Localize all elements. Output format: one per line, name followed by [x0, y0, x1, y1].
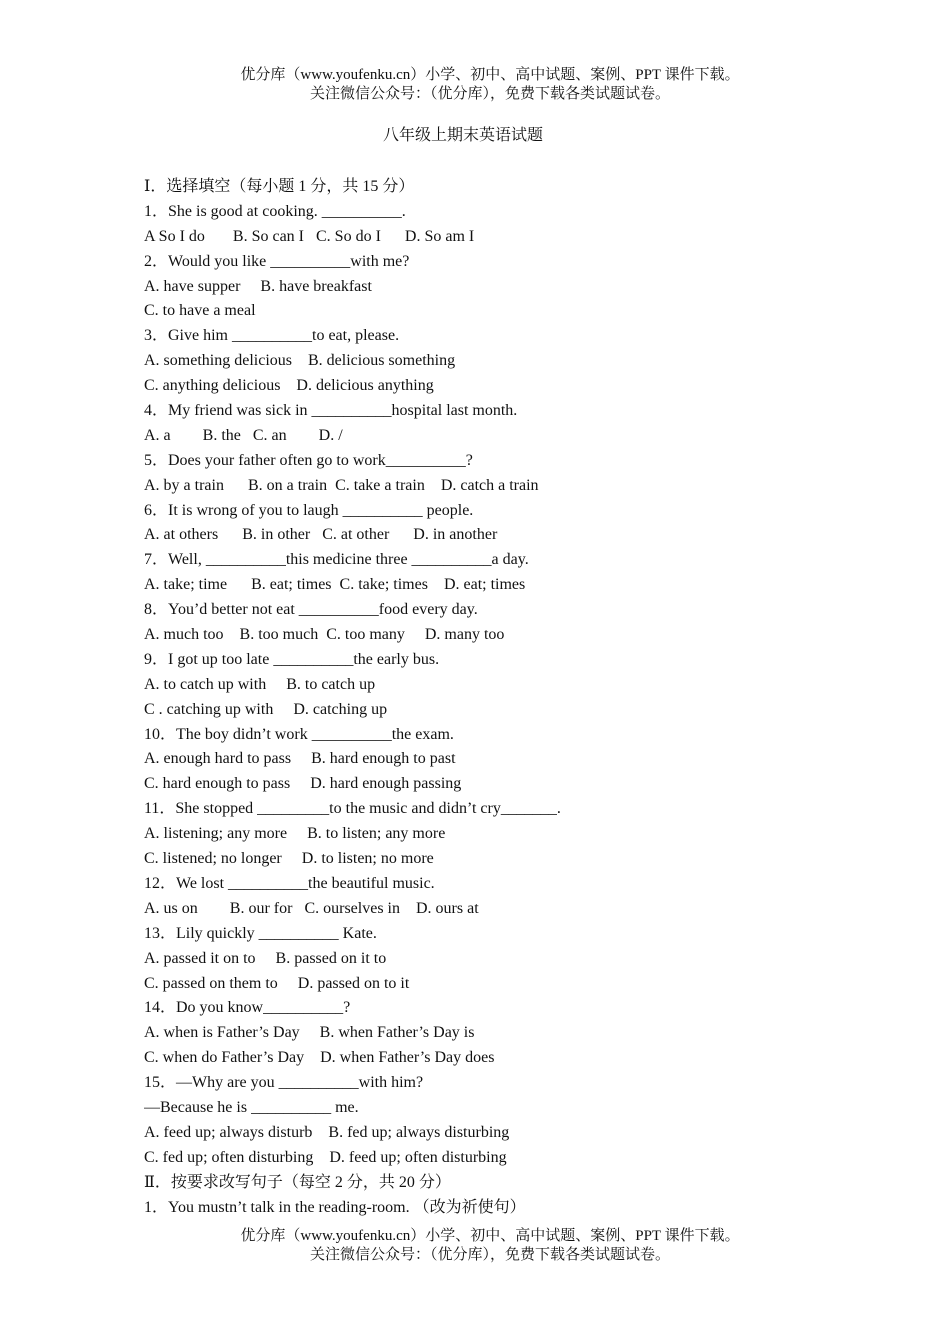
text-line: A. at others B. in other C. at other D. in another: [144, 526, 498, 544]
text-line: C. to have a meal: [144, 302, 256, 320]
text-line: 6．It is wrong of you to laugh __________ people.: [144, 501, 474, 519]
text-line: A. us on B. our for C. ourselves in D. ours at: [144, 899, 479, 917]
header-line-2: 关注微信公众号：（优分库），免费下载各类试题试卷。: [309, 86, 670, 102]
text-line: A. take; time B. eat; times C. take; times D. eat; times: [144, 576, 526, 594]
text-line: —Because he is __________ me.: [144, 1098, 359, 1116]
question-list: [144, 175, 924, 1220]
text-line: C. passed on them to D. passed on to it: [144, 974, 410, 992]
text-line: 7．Well, __________this medicine three __________a day.: [144, 551, 529, 569]
text-line: A. feed up; always disturb B. fed up; always disturbing: [144, 1123, 510, 1141]
header-line-1: 优分库（www.youfenku.cn）小学、初中、高中试题、案例、PPT 课件下载。: [240, 67, 740, 83]
page-header: [0, 66, 950, 104]
text-line: 12．We lost __________the beautiful music.: [144, 874, 435, 892]
text-line: 14．Do you know__________?: [144, 999, 351, 1017]
text-line: A. to catch up with B. to catch up: [144, 675, 376, 693]
text-line: A So I do B. So can I C. So do I D. So am I: [144, 227, 475, 245]
footer-line-1: 优分库（www.youfenku.cn）小学、初中、高中试题、案例、PPT 课件下载。: [240, 1228, 740, 1244]
text-line: 1．You mustn’t talk in the reading-room. （改为祈使句）: [144, 1198, 526, 1216]
text-line: 3．Give him __________to eat, please.: [144, 327, 400, 345]
text-line: A. have supper B. have breakfast: [144, 277, 372, 295]
text-line: A. much too B. too much C. too many D. many too: [144, 626, 505, 644]
text-line: 5．Does your father often go to work__________?: [144, 451, 473, 469]
text-line: Ⅰ．选择填空（每小题 1 分，共 15 分）: [144, 178, 415, 195]
text-line: C. fed up; often disturbing D. feed up; often disturbing: [144, 1148, 507, 1166]
text-line: 8．You’d better not eat __________food every day.: [144, 601, 478, 619]
text-line: 1．She is good at cooking. __________.: [144, 202, 406, 220]
text-line: 2．Would you like __________with me?: [144, 252, 410, 270]
text-line: 4．My friend was sick in __________hospital last month.: [144, 402, 518, 420]
page-footer: [0, 1227, 950, 1265]
text-line: A. when is Father’s Day B. when Father’s Day is: [144, 1024, 475, 1042]
text-line: 11．She stopped _________to the music and didn’t cry_______.: [144, 800, 561, 818]
text-line: A. a B. the C. an D. /: [144, 426, 343, 444]
text-line: 10．The boy didn’t work __________the exam.: [144, 725, 454, 743]
text-line: 13．Lily quickly __________ Kate.: [144, 924, 377, 942]
text-line: A. by a train B. on a train C. take a train D. catch a train: [144, 476, 539, 494]
document-title: 八年级上期末英语试题: [382, 127, 543, 144]
text-line: C . catching up with D. catching up: [144, 700, 388, 718]
text-line: A. enough hard to pass B. hard enough to past: [144, 750, 456, 768]
text-line: Ⅱ．按要求改写句子（每空 2 分，共 20 分）: [144, 1173, 451, 1191]
text-line: A. passed it on to B. passed on it to: [144, 949, 387, 967]
text-line: 15．—Why are you __________with him?: [144, 1074, 424, 1092]
text-line: A. something delicious B. delicious something: [144, 352, 456, 370]
footer-line-2: 关注微信公众号：（优分库），免费下载各类试题试卷。: [309, 1247, 670, 1263]
text-line: C. hard enough to pass D. hard enough passing: [144, 775, 462, 793]
text-line: C. listened; no longer D. to listen; no more: [144, 850, 434, 868]
text-line: 9．I got up too late __________the early bus.: [144, 650, 440, 668]
text-line: C. when do Father’s Day D. when Father’s Day does: [144, 1049, 495, 1067]
text-line: C. anything delicious D. delicious anything: [144, 377, 434, 395]
text-line: A. listening; any more B. to listen; any more: [144, 825, 446, 843]
